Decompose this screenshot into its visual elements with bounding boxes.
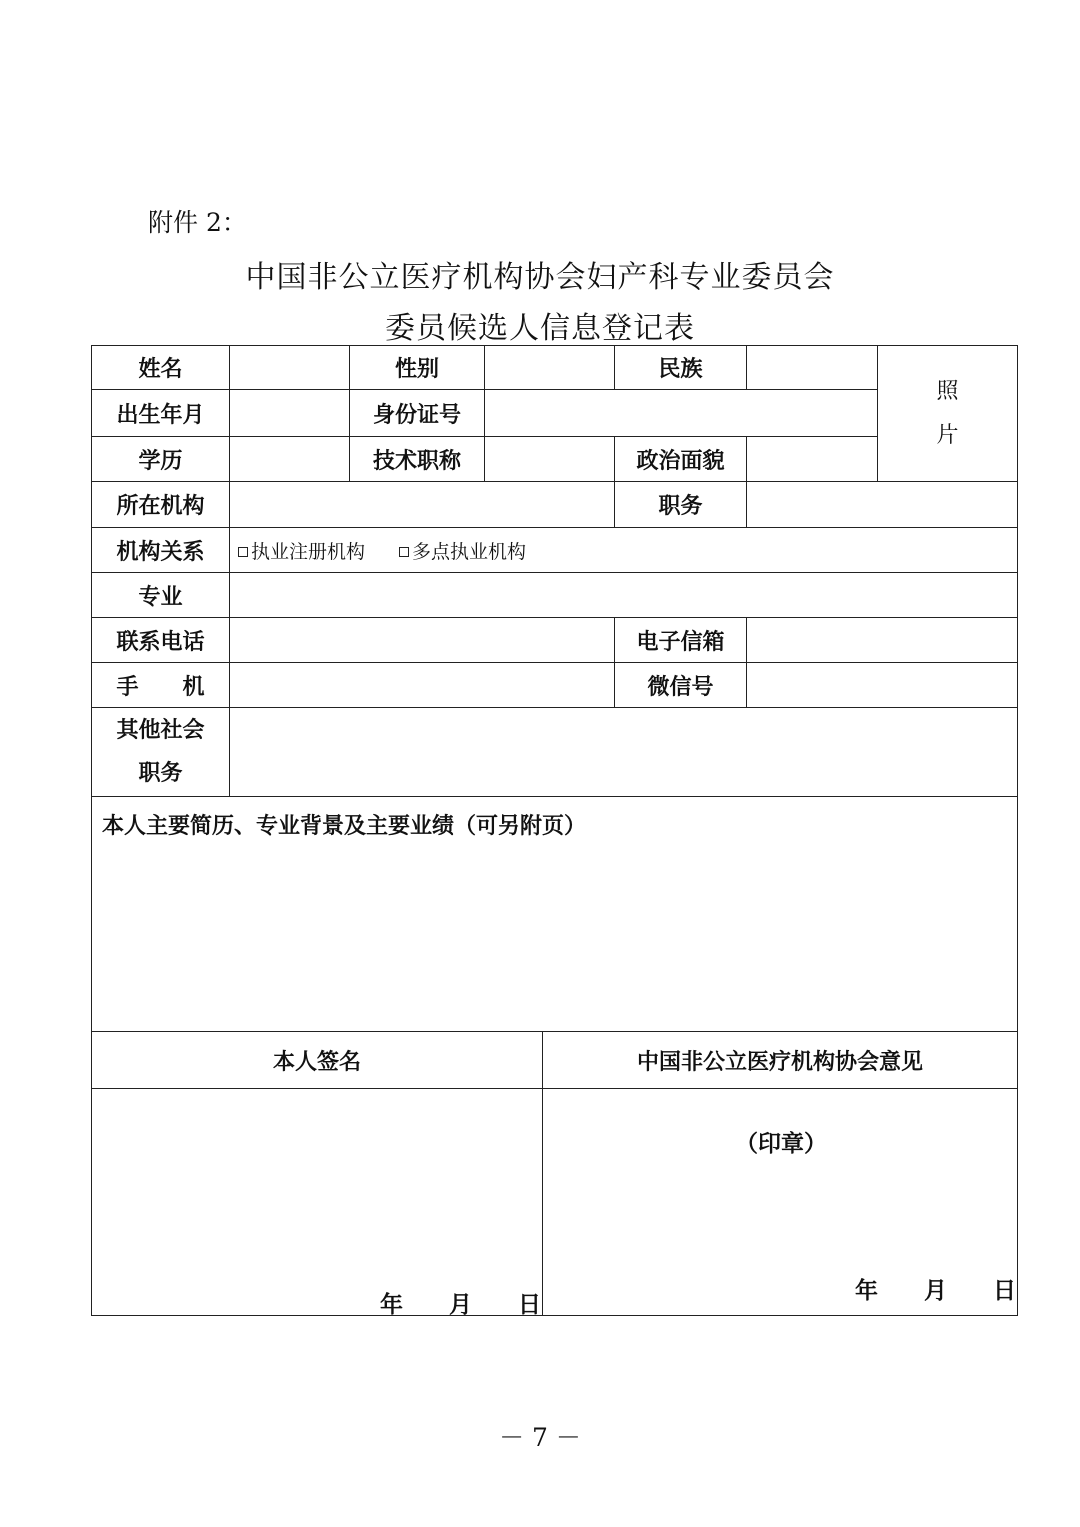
label-phone: 联系电话: [91, 617, 230, 663]
label-gender: 性别: [349, 345, 485, 390]
opinion-area[interactable]: [542, 1088, 1018, 1316]
label-major: 专业: [91, 572, 230, 618]
id-number-field[interactable]: [484, 389, 878, 437]
label-institution-relation: 机构关系: [91, 527, 230, 573]
tech-title-field[interactable]: [484, 436, 615, 482]
political-field[interactable]: [746, 436, 878, 482]
form-title-line1: 中国非公立医疗机构协会妇产科专业委员会: [245, 260, 835, 295]
resume-label: 本人主要简历、专业背景及主要业绩（可另附页）: [102, 814, 587, 839]
education-field[interactable]: [229, 436, 350, 482]
label-political: 政治面貌: [614, 436, 747, 482]
label-other-social: [91, 707, 230, 797]
label-position: 职务: [614, 481, 747, 528]
resume-box[interactable]: [91, 796, 1018, 1032]
label-id-number: 身份证号: [349, 389, 485, 437]
label-association-opinion: 中国非公立医疗机构协会意见: [542, 1031, 1018, 1089]
photo-label-1: 照: [936, 378, 959, 404]
label-signature: 本人签名: [91, 1031, 543, 1089]
wechat-field[interactable]: [746, 662, 1018, 708]
phone-field[interactable]: [229, 617, 615, 663]
label-other-social-line1: 其他社会: [116, 718, 205, 743]
label-wechat: 微信号: [614, 662, 747, 708]
label-education: 学历: [91, 436, 230, 482]
position-field[interactable]: [746, 481, 1018, 528]
photo-label-2: 片: [936, 422, 959, 448]
option-multi-site-label: 多点执业机构: [412, 540, 527, 563]
major-field[interactable]: [229, 572, 1018, 618]
photo-box[interactable]: [877, 345, 1018, 482]
institution-field[interactable]: [229, 481, 615, 528]
option-multi-site[interactable]: [399, 537, 526, 564]
name-field[interactable]: [229, 345, 350, 390]
seal-label: （印章）: [735, 1131, 827, 1157]
page-number: － 7 －: [499, 1423, 581, 1452]
date-left: 年 月 日: [380, 1292, 541, 1318]
label-institution: 所在机构: [91, 481, 230, 528]
institution-relation-options: [229, 527, 1018, 573]
birth-field[interactable]: [229, 389, 350, 437]
checkbox-icon: [399, 547, 409, 557]
option-registered-label: 执业注册机构: [251, 540, 366, 563]
form-title-line2: 委员候选人信息登记表: [385, 311, 695, 346]
gender-field[interactable]: [484, 345, 615, 390]
label-email: 电子信箱: [614, 617, 747, 663]
signature-area[interactable]: [91, 1088, 543, 1316]
label-other-social-line2: 职务: [138, 761, 183, 786]
label-tech-title: 技术职称: [349, 436, 485, 482]
email-field[interactable]: [746, 617, 1018, 663]
label-name: 姓名: [91, 345, 230, 390]
label-mobile: 手 机: [91, 662, 230, 708]
date-right: 年 月 日: [855, 1278, 1016, 1304]
label-ethnicity: 民族: [614, 345, 747, 390]
other-social-field[interactable]: [229, 707, 1018, 797]
ethnicity-field[interactable]: [746, 345, 878, 390]
label-birth: 出生年月: [91, 389, 230, 437]
checkbox-icon: [238, 547, 248, 557]
attachment-label: 附件 2：: [148, 208, 247, 237]
option-registered[interactable]: [238, 537, 365, 564]
mobile-field[interactable]: [229, 662, 615, 708]
